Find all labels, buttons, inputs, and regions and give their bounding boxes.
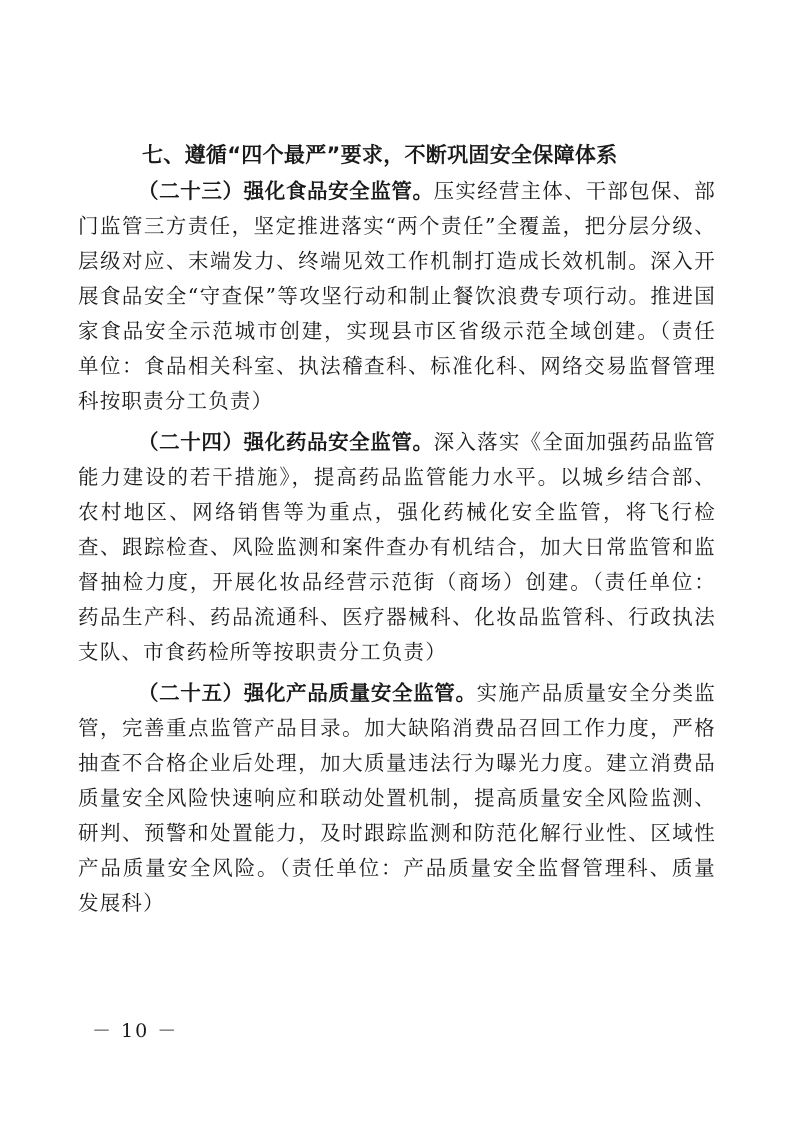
paragraph-product-quality [78, 676, 716, 921]
section-heading: 七、遵循“四个最严”要求，不断巩固安全保障体系 [142, 143, 618, 167]
paragraph-body: 压实经营主体、干部包保、部门监管三方责任，坚定推进落实“两个责任”全覆盖，把分层分级、层级对应、末端发力、终端见效工作机制打造成长效机制。深入开展食品安全“守查保”等攻坚行动和制止餐饮浪费专项行动。推进国家食品安全示范城市创建，实现县市区省级示范全域创建。（责任单位：食品相关科室、执法稽查科、标准化科、网络交易监督管理科按职责分工负责） [78, 179, 716, 413]
document-page [78, 137, 716, 927]
page-number: － 10 － [92, 1020, 179, 1042]
paragraph-lead: （二十五）强化产品质量安全监管。 [138, 681, 477, 705]
paragraph-lead: （二十四）强化药品安全监管。 [138, 430, 434, 454]
paragraph-drug-safety [78, 425, 716, 670]
paragraph-body: 深入落实《全面加强药品监管能力建设的若干措施》，提高药品监管能力水平。以城乡结合部、农村地区、网络销售等为重点，强化药械化安全监管，将飞行检查、跟踪检查、风险监测和案件查办有机结合，加大日常监管和监督抽检力度，开展化妆品经营示范街（商场）创建。（责任单位：药品生产科、药品流通科、医疗器械科、化妆品监管科、行政执法支队、市食药检所等按职责分工负责） [78, 430, 716, 664]
paragraph-lead: （二十三）强化食品安全监管。 [138, 179, 434, 203]
paragraph-body: 实施产品质量安全分类监管，完善重点监管产品目录。加大缺陷消费品召回工作力度，严格抽查不合格企业后处理，加大质量违法行为曝光力度。建立消费品质量安全风险快速响应和联动处置机制，提高质量安全风险监测、研判、预警和处置能力，及时跟踪监测和防范化解行业性、区域性产品质量安全风险。（责任单位：产品质量安全监督管理科、质量发展科） [78, 681, 716, 915]
paragraph-food-safety [78, 174, 716, 419]
